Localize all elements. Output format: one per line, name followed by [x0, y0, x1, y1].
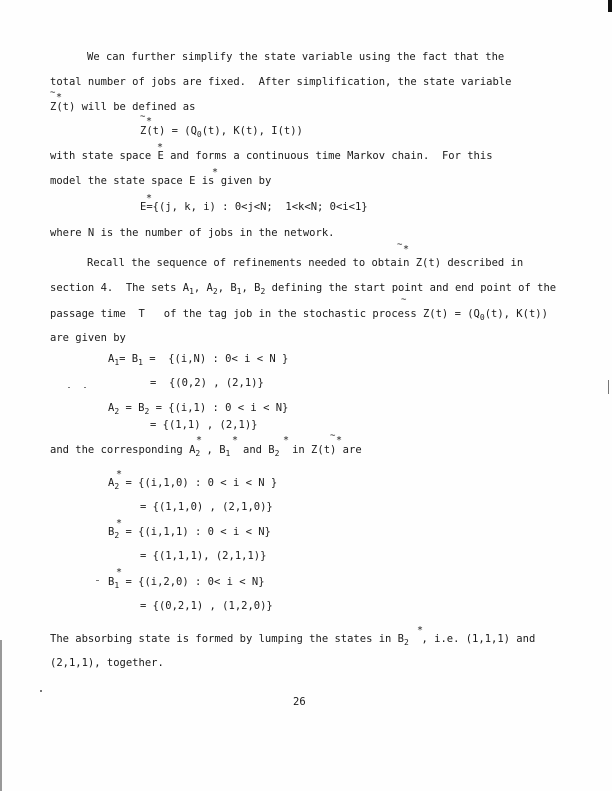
subscript: 0 [196, 130, 202, 139]
scan-speck [40, 690, 42, 692]
p2-line-2 [50, 174, 271, 188]
set-a2-star-values: = {(1,1,0) , (2,1,0)} [140, 501, 273, 513]
scan-speck [84, 387, 86, 388]
star-mark: * [196, 435, 203, 446]
p5-d: in Z [279, 444, 318, 456]
set-symbol: B [108, 526, 115, 538]
scan-speck [608, 380, 609, 394]
equation-state-space [140, 200, 368, 214]
p4-line-1-a: Recall the sequence of refinements needed to obtain Z [87, 257, 423, 269]
p6-line-1-a: The absorbing state is formed by lumping the states in B [50, 633, 405, 645]
p5-line [50, 443, 362, 461]
set-definition: = {(i,N) : 0< i < N } [142, 353, 289, 365]
p3-line: where N is the number of jobs in the network. [50, 227, 335, 239]
p6-line-2: (2,1,1), together. [50, 657, 164, 669]
set-definition: = {(i,1,1) : 0 < i < N} [119, 526, 271, 538]
eq1-right: (t), K(t), I(t)) [201, 125, 303, 137]
p5-b: , B [200, 444, 226, 456]
subscript: 2 [195, 449, 201, 458]
p2-line-1-a: with state space E [50, 150, 164, 162]
tilde-mark: ~ [50, 88, 56, 98]
set-definition: = {(i,1) : 0 < i < N} [149, 402, 289, 414]
subscript: 2 [114, 482, 120, 491]
scan-speck [68, 387, 70, 388]
tilde-mark: ~ [140, 112, 146, 122]
set-symbol: A [108, 402, 115, 414]
star-mark: * [212, 167, 219, 178]
subscript: 2 [144, 407, 150, 416]
tilde-mark: ~ [397, 240, 403, 250]
subscript: 2 [274, 449, 280, 458]
p4-line-3-b: (t), K(t)) [484, 308, 548, 320]
p4-line-1 [87, 256, 523, 270]
p5-a: and the corresponding A [50, 444, 196, 456]
star-mark: * [283, 435, 290, 446]
star-mark: * [417, 625, 424, 636]
set-a1-b1 [108, 352, 288, 370]
subscript: 1 [114, 358, 120, 367]
state-symbol: Z [140, 125, 147, 137]
subscript: 0 [479, 313, 485, 322]
p4-line-3-a: passage time T of the tag job in the stochastic process Z(t) = (Q [50, 308, 480, 320]
scan-edge-left [0, 640, 2, 791]
p4-line-2-b: , A [193, 282, 213, 294]
set-b1-star [108, 575, 265, 593]
p1-line-3 [50, 100, 195, 114]
star-mark: * [146, 116, 153, 127]
subscript: 2 [114, 531, 120, 540]
set-b2-star [108, 525, 271, 543]
star-mark: * [56, 92, 63, 103]
subscript: 2 [260, 287, 266, 296]
p6-line-1-b: , i.e. (1,1,1) and [408, 633, 536, 645]
subscript: 1 [138, 358, 143, 367]
star-mark: * [146, 193, 153, 204]
set-symbol: = B [119, 353, 139, 365]
set-a2-b2 [108, 401, 288, 419]
star-mark: * [157, 142, 164, 153]
p5-c: and B [230, 444, 275, 456]
equation-state-variable [140, 124, 303, 142]
subscript: 1 [189, 287, 194, 296]
state-symbol: Z [50, 101, 57, 113]
p1-line-1: We can further simplify the state variable using the fact that the [87, 51, 505, 63]
subscript: 1 [236, 287, 242, 296]
set-symbol: A [108, 353, 115, 365]
star-mark: * [116, 567, 123, 578]
subscript: 2 [212, 287, 218, 296]
subscript: 1 [225, 449, 231, 458]
p5-e: (t) are [317, 444, 362, 456]
p4-line-2-d: , B [241, 282, 261, 294]
tilde-mark: ~ [330, 431, 336, 441]
scan-edge-right [608, 0, 612, 12]
star-mark: * [336, 435, 343, 446]
set-a2-star [108, 476, 277, 494]
tilde-mark: ~ [401, 295, 407, 305]
p2-line-1 [50, 149, 493, 163]
scan-speck [96, 580, 99, 581]
p6-line-1 [50, 632, 535, 650]
set-symbol: A [108, 477, 115, 489]
p1-line-3-text: (t) will be defined as [56, 101, 196, 113]
state-space-definition: ={(j, k, i) : 0<j<N; 1<k<N; 0<i<1} [146, 201, 368, 213]
star-mark: * [116, 469, 123, 480]
p2-line-2-b: is given by [195, 175, 272, 187]
p4-line-1-b: (t) described in [422, 257, 524, 269]
set-b1-star-values: = {(0,2,1) , (1,2,0)} [140, 600, 273, 612]
star-mark: * [116, 518, 123, 529]
p4-line-2-c: , B [217, 282, 237, 294]
state-space-symbol: E [140, 201, 147, 213]
p4-line-2 [50, 281, 556, 299]
eq1-left: (t) = (Q [146, 125, 197, 137]
subscript: 2 [114, 407, 120, 416]
star-mark: * [232, 435, 239, 446]
set-a1-b1-values: = {(0,2) , (2,1)} [150, 377, 264, 389]
subscript: 2 [404, 638, 409, 647]
set-symbol: B [108, 576, 115, 588]
subscript: 1 [114, 581, 120, 590]
p4-line-4: are given by [50, 332, 126, 344]
p2-line-2-a: model the state space E [50, 175, 196, 187]
p1-line-2: total number of jobs are fixed. After simplification, the state variable [50, 76, 512, 88]
p4-line-2-e: defining the start point and end point of the [265, 282, 557, 294]
set-definition: = {(i,1,0) : 0 < i < N } [119, 477, 278, 489]
set-definition: = {(i,2,0) : 0< i < N} [119, 576, 265, 588]
set-a2-b2-values: = {(1,1) , (2,1)} [150, 419, 258, 431]
set-symbol: = B [119, 402, 145, 414]
star-mark: * [403, 244, 410, 255]
p4-line-2-a: section 4. The sets A [50, 282, 190, 294]
page-number: 26 [293, 696, 306, 708]
p2-line-1-b: and forms a continuous time Markov chain. For this [163, 150, 493, 162]
p4-line-3 [50, 307, 548, 325]
set-b2-star-values: = {(1,1,1), (2,1,1)} [140, 550, 267, 562]
